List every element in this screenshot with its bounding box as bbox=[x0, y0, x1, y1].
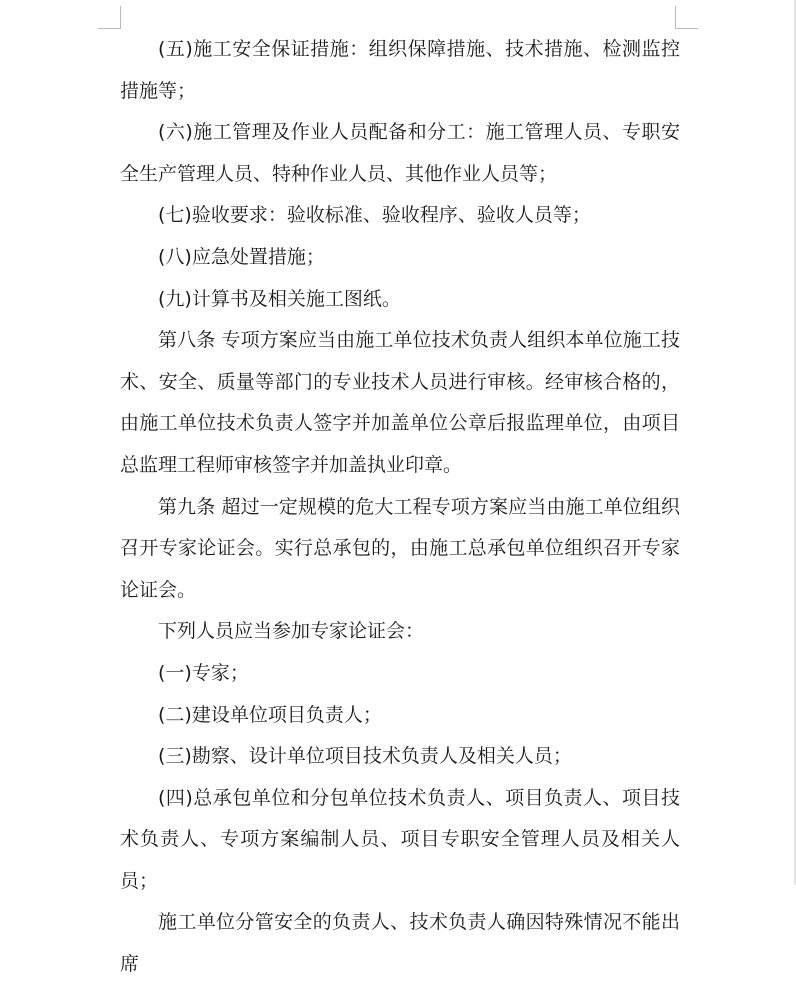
document-body bbox=[120, 29, 680, 986]
attendee-1: (一)专家； bbox=[158, 661, 249, 684]
paragraph-5: (五)施工安全保证措施：组织保障措施、技术措施、检测监控措施等； bbox=[120, 38, 680, 102]
attendee-3: (三)勘察、设计单位项目技术负责人及相关人员； bbox=[158, 745, 572, 768]
article-9: 第九条 超过一定规模的危大工程专项方案应当由施工单位组织召开专家论证会。实行总承包的，由施工总承包单位组织召开专家论证会。 bbox=[120, 495, 680, 601]
attendee-2: (二)建设单位项目负责人； bbox=[158, 703, 382, 726]
top-right-margin-mark bbox=[675, 6, 698, 29]
article-8: 第八条 专项方案应当由施工单位技术负责人组织本单位施工技术、安全、质量等部门的专业技术人员进行审核。经审核合格的，由施工单位技术负责人签字并加盖单位公章后报监理单位，由项目总监理工程师审核签字并加盖执业印章。 bbox=[120, 329, 680, 476]
paragraph-6: (六)施工管理及作业人员配备和分工：施工管理人员、专职安全生产管理人员、特种作业人员、其他作业人员等； bbox=[120, 121, 680, 185]
attendee-4: (四)总承包单位和分包单位技术负责人、项目负责人、项目技术负责人、专项方案编制人员、项目专职安全管理人员及相关人员； bbox=[120, 786, 680, 892]
attendees-intro: 下列人员应当参加专家论证会： bbox=[158, 620, 425, 643]
paragraph-7: (七)验收要求：验收标准、验收程序、验收人员等； bbox=[158, 204, 591, 227]
paragraph-9: (九)计算书及相关施工图纸。 bbox=[158, 287, 401, 310]
paragraph-continued: 施工单位分管安全的负责人、技术负责人确因特殊情况不能出席 bbox=[120, 911, 680, 976]
paragraph-8: (八)应急处置措施； bbox=[158, 245, 325, 268]
top-left-margin-mark bbox=[98, 6, 121, 29]
